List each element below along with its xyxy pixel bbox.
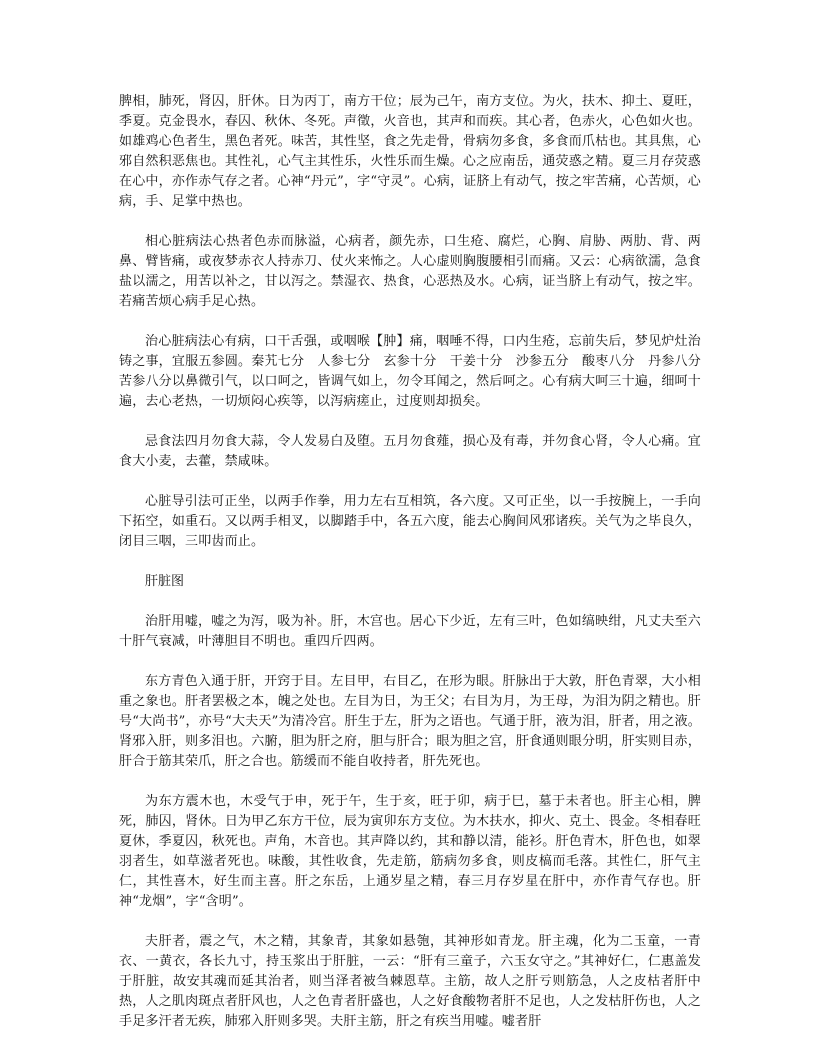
paragraph-heart-diagnosis: 相心脏病法心热者色赤而脉溢，心病者，颜先赤，口生疮、腐烂，心胸、肩胁、两肋、背、两鼻、臂皆痛，或夜梦赤衣人持赤刀、仗火来怖之。人心虚则胸腹腰相引而痛。又云：心病欲濡，急食盐以濡之，用苦以补之，甘以泻之。禁湿衣、热食，心恶热及水。心病，证当脐上有动气，按之牢。若痛苦烦心病手足心热。 [119,234,701,309]
paragraph-heart-treatment: 治心脏病法心有病，口干舌强，或咽喉【肿】痛，咽唾不得，口内生疮，忘前失后，梦见炉灶治铸之事，宜服五参圆。秦艽七分 人参七分 玄参十分 干姜十分 沙参五分 酸枣八分 丹参八分 苦参八分以鼻微引气，以口呵之，皆调气如上，勿令耳闻之，然后呵之。心有病大呵三十遍，细呵十遍，去心老热，一切烦闷心疾等，以泻病瘥止，过度则却损矣。 [119,334,715,409]
paragraph-liver-treatment: 治肝用嘘，嘘之为泻，吸为补。肝，木宫也。居心下少近，左有三叶，色如缟映绀，凡丈夫至六十肝气衰减，叶薄胆目不明也。重四斤四两。 [119,614,701,649]
paragraph-heart-exercise: 心脏导引法可正坐，以两手作拳，用力左右互相筑，各六度。又可正坐，以一手按腕上，一手向下拓空，如重石。又以两手相叉，以脚踏手中，各五六度，能去心胸间风邪诸疾。关气为之毕良久，闭目三咽，三叩齿而止。 [119,494,701,549]
paragraph-liver-spirit: 夫肝者，震之气，木之精，其象青，其象如悬匏，其神形如青龙。肝主魂，化为二玉童，一青衣、一黄衣，各长九寸，持玉浆出于肝脏，一云：“肝有三童子，六玉女守之。”其神好仁，仁惠盖发于肝脏，故安其魂而延其治者，则当泽者被刍棘恩草。主筋，故人之肝亏则筋急，人之皮枯者肝中热，人之肌肉斑点者肝风也，人之色青者肝盛也，人之好食酸物者肝不足也，人之发枯肝伤也，人之手足多汗者无疾，肺邪入肝则多哭。夫肝主筋，肝之有疾当用嘘。嘘者肝 [119,934,701,1029]
paragraph-liver-anatomy: 东方青色入通于肝，开窍于目。左目甲，右目乙，在形为眼。肝脉出于大敦，肝色青翠，大小相重之象也。肝者罢极之本，魄之处也。左目为日，为王父；右目为月，为王母，为泪为阴之精也。肝号“大尚书”，亦号“大夫天”为清冷宫。肝生于左，肝为之语也。气通于肝，液为泪，肝者，用之液。肾邪入肝，则多泪也。六腑，胆为肝之府，胆与肝合；眼为胆之宫，肝食通则眼分明，肝实则目赤，肝合于筋其荣爪，肝之合也。筋缓而不能自收持者，肝先死也。 [119,674,701,769]
document-page [119,92,715,1052]
paragraph-heart-correspondences: 脾相，肺死，肾囚，肝休。日为丙丁，南方干位；辰为己午，南方支位。为火，扶木、抑土、夏旺，季夏。克金畏水，春囚、秋休、冬死。声徵，火音也，其声和而疾。其心者，色赤火，心色如火也。如雄鸡心色者生，黑色者死。味苦，其性坚，食之先走骨，骨病勿多食，多食而爪枯也。其具焦，心邪自然积恶焦也。其性礼，心气主其性乐，火性乐而生燥。心之应南岳，通荧惑之精。夏三月存荧惑在心中，亦作赤气存之者。心神“丹元”，字“守灵”。心病，证脐上有动气，按之牢苦痛，心苦烦，心病，手、足掌中热也。 [119,94,701,209]
paragraph-liver-correspondences: 为东方震木也，木受气于申，死于午，生于亥，旺于卯，病于巳，墓于未者也。肝主心相，脾死，肺囚，肾休。日为甲乙东方干位，辰为寅卯东方支位。为木扶水，抑火、克土、畏金。冬相春旺夏休，季夏囚，秋死也。声角，木音也。其声降以约，其和静以清，能衫。肝色青木，肝色也，如翠羽者生，如草滋者死也。味酸，其性收食，先走筋，筋病勿多食，则皮槁而毛落。其性仁，肝气主仁，其性喜木，好生而主喜。肝之东岳，上通岁星之精，春三月存岁星在肝中，亦作青气存也。肝神“龙烟”，字“含明”。 [119,794,701,909]
paragraph-heart-diet: 忌食法四月勿食大蒜，令人发易白及堕。五月勿食薤，损心及有毒，并勿食心肾，令人心痛。宜食大小麦，去藿，禁咸味。 [119,434,701,469]
section-heading-liver: 肝脏图 [145,574,185,589]
